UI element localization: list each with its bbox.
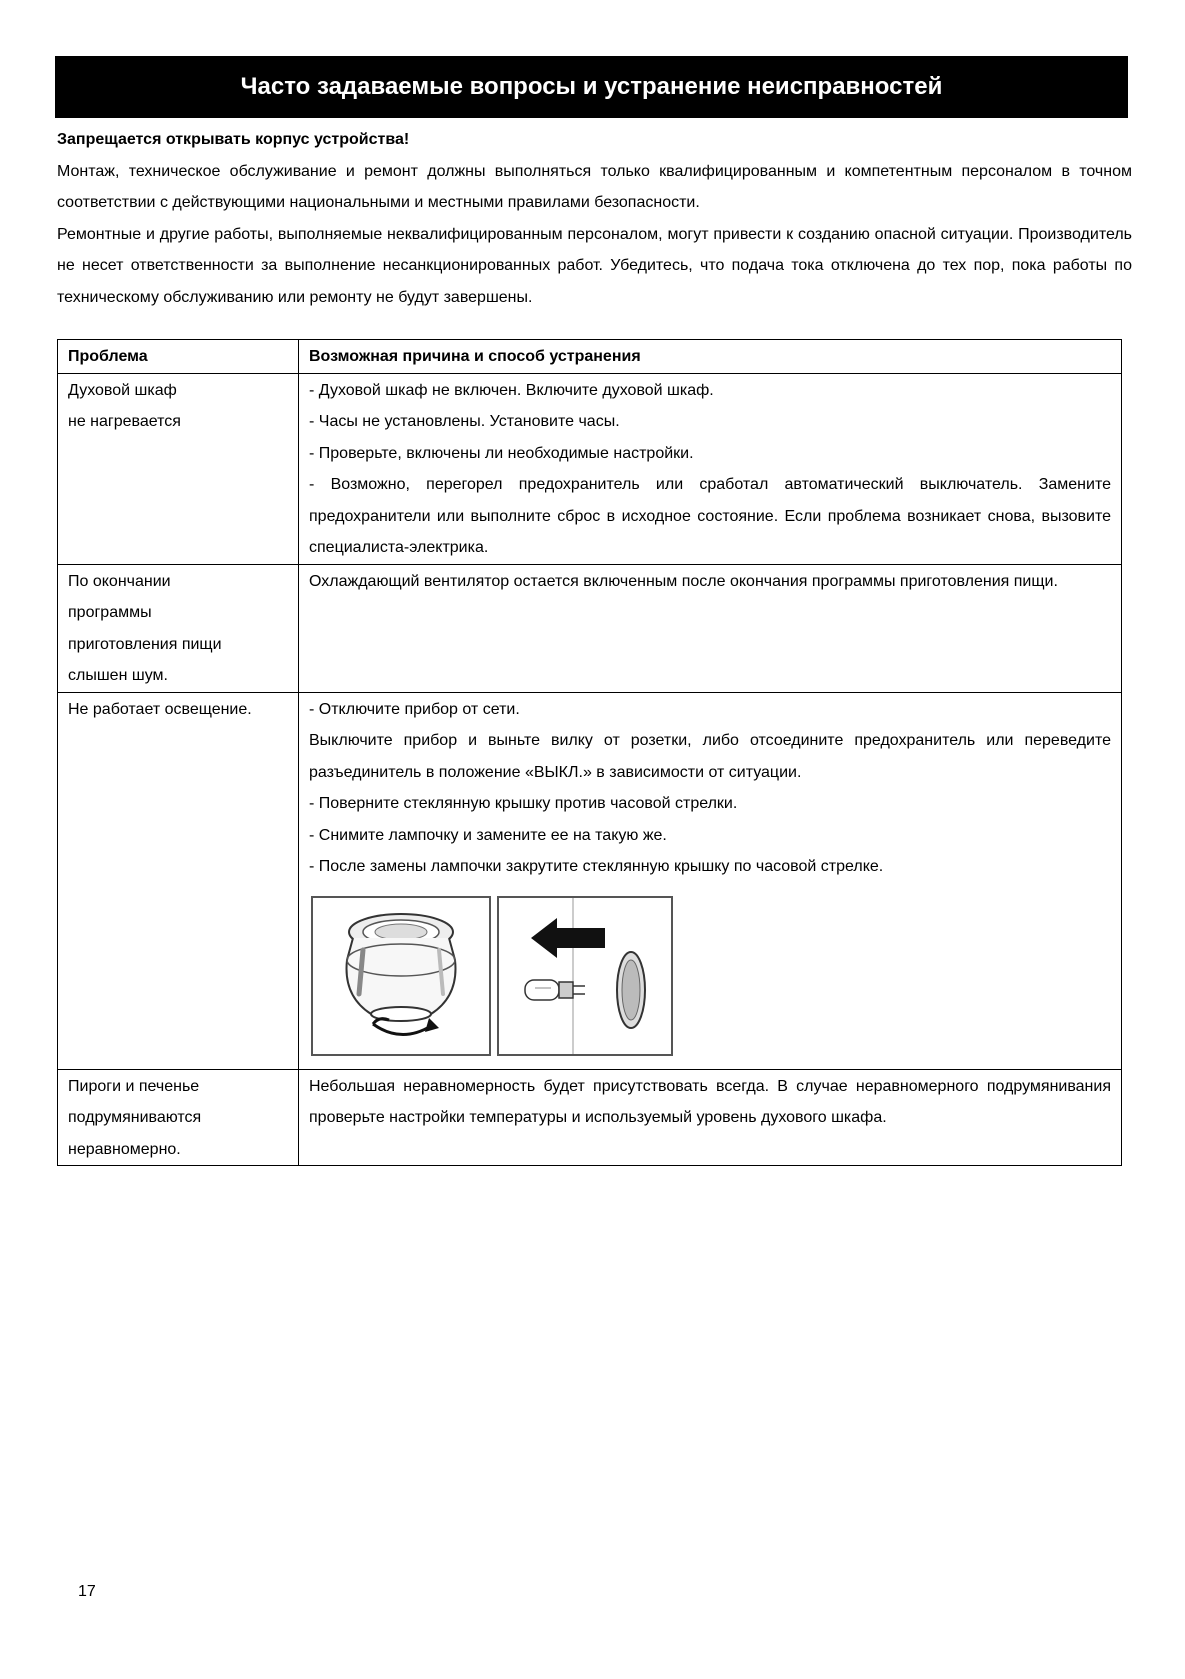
problem-line: Не работает освещение. bbox=[68, 700, 252, 718]
solution-line: Охлаждающий вентилятор остается включенным после окончания программы приготовления пищи. bbox=[309, 572, 1058, 590]
troubleshooting-table bbox=[57, 339, 1122, 1166]
table-row bbox=[58, 373, 1122, 564]
page-number: 17 bbox=[78, 1583, 96, 1600]
solution-cell bbox=[299, 373, 1122, 564]
problem-line: программы bbox=[68, 604, 152, 621]
lamp-cover-rotate-illustration bbox=[311, 896, 491, 1056]
problem-cell bbox=[58, 692, 299, 1069]
solution-line: Небольшая неравномерность будет присутствовать всегда. В случае неравномерного подрумянивания проверьте настройки температуры и используемый уровень духового шкафа. bbox=[309, 1077, 1111, 1126]
solution-line: Выключите прибор и выньте вилку от розетки, либо отсоедините предохранитель или переведите разъединитель в положение «ВЫКЛ.» в зависимости от ситуации. bbox=[309, 732, 1111, 781]
table-row bbox=[58, 692, 1122, 1069]
solution-cell bbox=[299, 564, 1122, 692]
solution-line: - Часы не установлены. Установите часы. bbox=[309, 413, 620, 430]
problem-line: По окончании bbox=[68, 572, 171, 590]
problem-line: приготовления пищи bbox=[68, 635, 222, 653]
problem-line: подрумяниваются bbox=[68, 1109, 202, 1126]
table-row bbox=[58, 564, 1122, 692]
warning-text: Запрещается открывать корпус устройства! bbox=[57, 131, 410, 148]
solution-line: - Поверните стеклянную крышку против часовой стрелки. bbox=[309, 795, 738, 812]
page-title: Часто задаваемые вопросы и устранение неисправностей bbox=[55, 56, 1128, 118]
problem-line: не нагревается bbox=[68, 413, 181, 430]
intro-section bbox=[57, 124, 1132, 313]
solution-line: - Проверьте, включены ли необходимые настройки. bbox=[309, 444, 694, 462]
solution-line: - Возможно, перегорел предохранитель или сработал автоматический выключатель. Замените предохранители или выполните сброс в исходное состояние. Если проблема возникает снова, вызовите специалиста-электрика. bbox=[309, 476, 1111, 556]
problem-line: неравномерно. bbox=[68, 1140, 181, 1158]
solution-cell bbox=[299, 1069, 1122, 1166]
intro-paragraph-2: Ремонтные и другие работы, выполняемые неквалифицированным персоналом, могут привести к созданию опасной ситуации. Производитель не несет ответственности за выполнение несанкционированных работ. Убедитесь, что подача тока отключена до тех пор, пока работы по техническому обслуживанию или ремонту не будут завершены. bbox=[57, 225, 1132, 306]
lamp-replacement-figures bbox=[311, 896, 1111, 1056]
bulb-removal-illustration bbox=[497, 896, 673, 1056]
column-header-problem: Проблема bbox=[58, 340, 299, 374]
intro-paragraph-1: Монтаж, техническое обслуживание и ремонт должны выполняться только квалифицированным и компетентным персоналом в точном соответствии с действующими национальными и местными правилами безопасности. bbox=[57, 162, 1132, 211]
solution-line: - Духовой шкаф не включен. Включите духовой шкаф. bbox=[309, 381, 714, 399]
problem-cell bbox=[58, 564, 299, 692]
solution-line: - Снимите лампочку и замените ее на такую же. bbox=[309, 826, 667, 844]
table-row bbox=[58, 1069, 1122, 1166]
solution-line: - Отключите прибор от сети. bbox=[309, 700, 520, 718]
problem-cell bbox=[58, 1069, 299, 1166]
problem-line: слышен шум. bbox=[68, 667, 168, 684]
problem-line: Духовой шкаф bbox=[68, 381, 177, 399]
column-header-solution: Возможная причина и способ устранения bbox=[299, 340, 1122, 374]
solution-cell bbox=[299, 692, 1122, 1069]
table-header-row bbox=[58, 340, 1122, 374]
solution-line: - После замены лампочки закрутите стеклянную крышку по часовой стрелке. bbox=[309, 858, 884, 875]
problem-cell bbox=[58, 373, 299, 564]
problem-line: Пироги и печенье bbox=[68, 1077, 200, 1095]
